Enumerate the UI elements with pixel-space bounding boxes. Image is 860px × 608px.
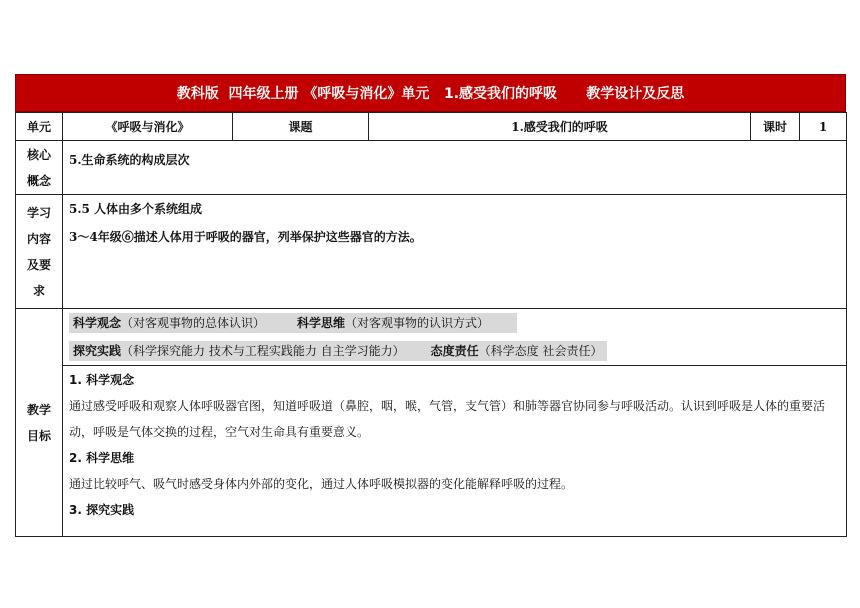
learning-content-row xyxy=(16,195,847,309)
unit-row xyxy=(16,113,847,141)
learning-line-2: 3～4年级⑥描述人体用于呼吸的器官，列举保护这些器官的方法。 xyxy=(69,230,422,244)
learning-content-label: 学习 内容 及要 求 xyxy=(16,195,63,309)
topic-label: 课题 xyxy=(233,113,369,141)
goals-body xyxy=(63,366,846,523)
goal-heading-1: 1. 科学观念 xyxy=(69,373,135,387)
topic-value: 1.感受我们的呼吸 xyxy=(369,113,751,141)
teaching-goals-cell xyxy=(63,309,847,537)
core-concept-row xyxy=(16,141,847,195)
goal-text-1: 通过感受呼吸和观察人体呼吸器官图，知道呼吸道（鼻腔，咽，喉，气管，支气管）和肺等器官协同参与呼吸活动。认识到呼吸是人体的重要活动，呼吸是气体交换的过程，空气对生命具有重要意义。 xyxy=(69,399,826,439)
hours-value: 1 xyxy=(800,113,847,141)
lesson-plan-table xyxy=(15,112,847,537)
goal-heading-2: 2. 科学思维 xyxy=(69,451,135,465)
competency-tags xyxy=(63,309,846,366)
learning-content-cell xyxy=(63,195,847,309)
goal-heading-3: 3. 探究实践 xyxy=(69,503,135,517)
document-title: 教科版 四年级上册 《呼吸与消化》单元 1.感受我们的呼吸 教学设计及反思 xyxy=(15,74,846,112)
tag-science-thinking: 科学思维（对客观事物的认识方式） xyxy=(269,313,517,333)
tag-attitude-responsibility: 态度责任（科学态度 社会责任） xyxy=(409,341,607,361)
core-concept-label: 核心 概念 xyxy=(16,141,63,195)
goal-text-2: 通过比较呼气、吸气时感受身体内外部的变化，通过人体呼吸模拟器的变化能解释呼吸的过程。 xyxy=(69,477,574,491)
tag-science-concept: 科学观念（对客观事物的总体认识） xyxy=(69,313,269,333)
teaching-goals-row xyxy=(16,309,847,537)
unit-value: 《呼吸与消化》 xyxy=(63,113,233,141)
core-concept-content: 5.生命系统的构成层次 xyxy=(63,141,847,195)
tag-inquiry-practice: 探究实践（科学探究能力 技术与工程实践能力 自主学习能力） xyxy=(69,341,409,361)
teaching-goals-label: 教学 目标 xyxy=(16,309,63,537)
unit-label: 单元 xyxy=(16,113,63,141)
hours-label: 课时 xyxy=(751,113,800,141)
learning-line-1: 5.5 人体由多个系统组成 xyxy=(69,202,203,216)
